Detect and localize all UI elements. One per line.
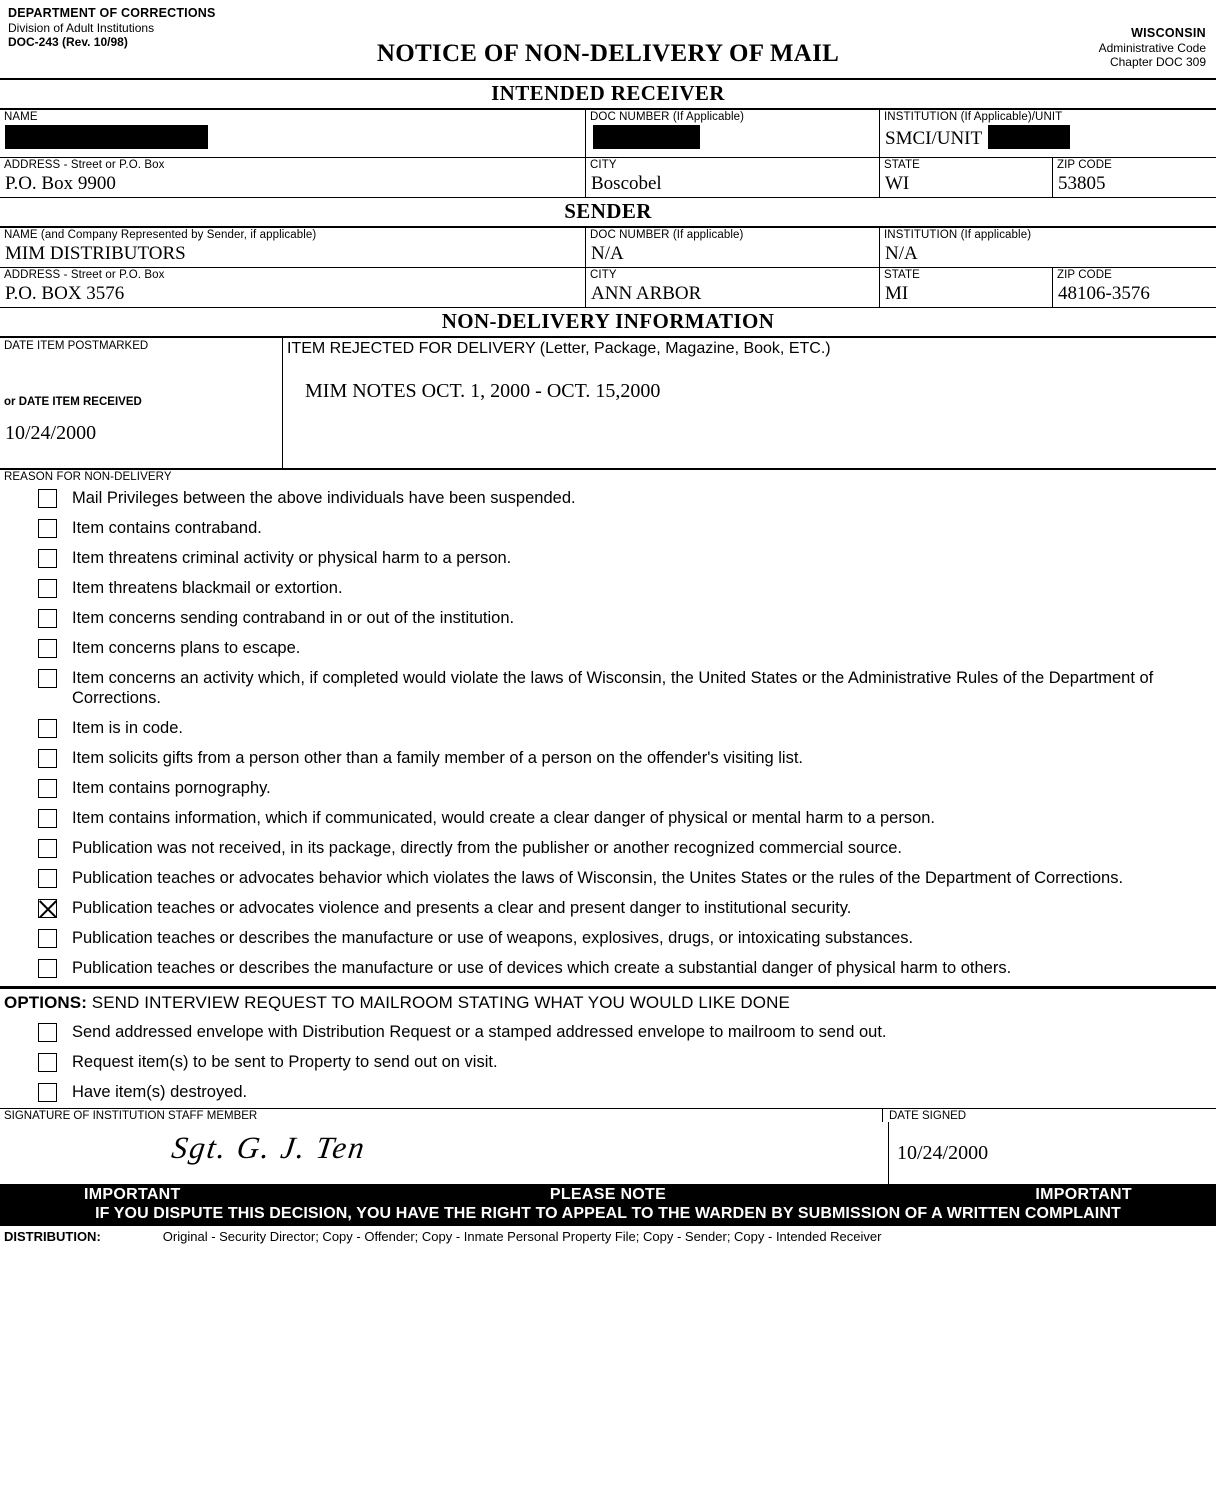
checkbox[interactable] [38, 1083, 57, 1102]
checkbox-checked[interactable] [38, 899, 57, 918]
reason-label: Publication teaches or advocates violence and presents a clear and present danger to institutional security. [72, 899, 852, 917]
sender-doc-value: N/A [591, 243, 624, 264]
division-name: Division of Adult Institutions [8, 20, 155, 35]
sender-state-value: MI [885, 283, 909, 304]
checkbox[interactable] [38, 669, 57, 688]
receiver-state-cell [879, 158, 1052, 197]
reason-item[interactable] [0, 748, 1216, 768]
checkbox[interactable] [38, 1023, 57, 1042]
option-label: Request item(s) to be sent to Property to send out on visit. [72, 1053, 498, 1071]
receiver-state-value: WI [885, 173, 910, 194]
reason-item[interactable] [0, 518, 1216, 538]
receiver-city-value: Boscobel [591, 173, 662, 194]
option-item[interactable] [0, 1052, 1216, 1072]
sender-name-row [0, 228, 1216, 268]
sender-institution-label: INSTITUTION (If applicable) [884, 229, 1032, 241]
sender-name-value: MIM DISTRIBUTORS [5, 243, 186, 264]
sender-state-cell [879, 268, 1052, 307]
rejected-item-value: MIM NOTES OCT. 1, 2000 - OCT. 15,2000 [305, 380, 661, 402]
reason-label: Publication teaches or describes the manufacture or use of devices which create a substantial danger of physical harm to others. [72, 959, 1012, 977]
distribution-label: DISTRIBUTION: [4, 1229, 101, 1244]
receiver-institution-value [880, 124, 1216, 152]
checkbox[interactable] [38, 549, 57, 568]
sender-name-cell [0, 228, 585, 267]
checkbox[interactable] [38, 719, 57, 738]
checkbox[interactable] [38, 929, 57, 948]
signature-caption-row [0, 1108, 1216, 1122]
checkbox[interactable] [38, 749, 57, 768]
reason-item[interactable] [0, 868, 1216, 888]
date-signed-field[interactable] [888, 1122, 1216, 1184]
checkbox[interactable] [38, 779, 57, 798]
checkbox[interactable] [38, 489, 57, 508]
receiver-doc-cell [585, 110, 879, 157]
redaction-bar [988, 125, 1070, 149]
form-number: DOC-243 (Rev. 10/98) [8, 34, 128, 49]
reason-label: Item contains contraband. [72, 519, 262, 537]
reason-list [0, 486, 1216, 986]
checkbox[interactable] [38, 959, 57, 978]
date-signed-label: DATE SIGNED [882, 1109, 1216, 1122]
reason-item[interactable] [0, 778, 1216, 798]
reason-item[interactable] [0, 958, 1216, 978]
receiver-city-label: CITY [590, 159, 617, 171]
reason-label: Item threatens criminal activity or physical harm to a person. [72, 549, 512, 567]
nondelivery-info-row [0, 338, 1216, 470]
checkbox[interactable] [38, 519, 57, 538]
section-banner-nondelivery: NON-DELIVERY INFORMATION [0, 308, 1216, 338]
receiver-name-value [0, 124, 585, 157]
receiver-institution-cell [879, 110, 1216, 157]
receiver-institution-text: SMCI/UNIT [885, 128, 983, 149]
distribution-row [0, 1226, 1216, 1244]
reason-item[interactable] [0, 578, 1216, 598]
receiver-name-row [0, 110, 1216, 158]
reason-label: Item threatens blackmail or extortion. [72, 579, 343, 597]
sender-doc-label: DOC NUMBER (If applicable) [590, 229, 744, 241]
sender-institution-cell [879, 228, 1216, 267]
reason-item[interactable] [0, 668, 1216, 708]
reason-label: Mail Privileges between the above individuals have been suspended. [72, 489, 576, 507]
sender-address-cell [0, 268, 585, 307]
options-heading-bold: OPTIONS: [4, 993, 87, 1012]
receiver-doc-value [586, 124, 879, 157]
reason-item[interactable] [0, 838, 1216, 858]
reason-item[interactable] [0, 928, 1216, 948]
sender-zip-label: ZIP CODE [1057, 269, 1112, 281]
sender-doc-cell [585, 228, 879, 267]
option-label: Have item(s) destroyed. [72, 1083, 248, 1101]
option-item[interactable] [0, 1022, 1216, 1042]
reason-label: Item solicits gifts from a person other than a family member of a person on the offender's visiting list. [72, 749, 804, 767]
reason-item[interactable] [0, 718, 1216, 738]
checkbox[interactable] [38, 1053, 57, 1072]
reason-label: Item contains information, which if communicated, would create a clear danger of physical or mental harm to a person. [72, 809, 936, 827]
reason-label: Publication was not received, in its package, directly from the publisher or another recognized commercial source. [72, 839, 902, 857]
receiver-address-cell [0, 158, 585, 197]
sender-address-row [0, 268, 1216, 308]
reason-label: Item is in code. [72, 719, 183, 737]
reason-item[interactable] [0, 898, 1216, 918]
reason-label: Item contains pornography. [72, 779, 271, 797]
reason-item[interactable] [0, 608, 1216, 628]
receiver-address-value: P.O. Box 9900 [5, 173, 116, 194]
distribution-text: Original - Security Director; Copy - Offender; Copy - Inmate Personal Property File; Copy - Sender; Copy - Intended Receiver [162, 1229, 882, 1244]
sender-address-value: P.O. BOX 3576 [5, 283, 125, 304]
checkbox[interactable] [38, 869, 57, 888]
sender-address-label: ADDRESS - Street or P.O. Box [4, 269, 165, 281]
receiver-zip-label: ZIP CODE [1057, 159, 1112, 171]
important-right: IMPORTANT [1035, 1186, 1132, 1203]
sender-institution-value: N/A [885, 243, 918, 264]
footer-banner-top [0, 1186, 1216, 1204]
receiver-city-cell [585, 158, 879, 197]
received-label: or DATE ITEM RECEIVED [4, 396, 142, 408]
sender-city-label: CITY [590, 269, 617, 281]
option-item[interactable] [0, 1082, 1216, 1102]
checkbox[interactable] [38, 639, 57, 658]
date-signed-value: 10/24/2000 [897, 1142, 989, 1164]
receiver-state-label: STATE [884, 159, 920, 171]
receiver-institution-label: INSTITUTION (If Applicable)/UNIT [884, 111, 1063, 123]
reason-item[interactable] [0, 638, 1216, 658]
admin-code-label: Administrative Code [1098, 41, 1206, 55]
signature-value: Sgt. G. J. Ten [169, 1130, 369, 1165]
receiver-address-label: ADDRESS - Street or P.O. Box [4, 159, 165, 171]
reason-item[interactable] [0, 808, 1216, 828]
redaction-bar [5, 125, 208, 149]
checkbox[interactable] [38, 839, 57, 858]
sender-zip-cell [1052, 268, 1216, 307]
sender-city-value: ANN ARBOR [591, 283, 702, 304]
receiver-zip-cell [1052, 158, 1216, 197]
signature-label: SIGNATURE OF INSTITUTION STAFF MEMBER [4, 1110, 258, 1122]
reason-item[interactable] [0, 548, 1216, 568]
options-heading-rest: SEND INTERVIEW REQUEST TO MAILROOM STATING WHAT YOU WOULD LIKE DONE [86, 993, 790, 1012]
redaction-bar [593, 125, 700, 149]
receiver-zip-value: 53805 [1058, 173, 1106, 194]
options-list [0, 1016, 1216, 1108]
rejected-item-cell [282, 338, 1216, 468]
sender-name-label: NAME (and Company Represented by Sender, if applicable) [4, 229, 317, 241]
reason-label: Item concerns an activity which, if completed would violate the laws of Wisconsin, the United States or the Administrative Rules of the Department of Corrections. [72, 669, 1154, 707]
reason-label: Publication teaches or describes the manufacture or use of weapons, explosives, drugs, or intoxicating substances. [72, 929, 914, 947]
option-label: Send addressed envelope with Distribution Request or a stamped addressed envelope to mailroom to send out. [72, 1023, 887, 1041]
reason-label: Item concerns plans to escape. [72, 639, 301, 657]
rejected-item-label: ITEM REJECTED FOR DELIVERY (Letter, Package, Magazine, Book, ETC.) [287, 340, 831, 357]
postmark-label: DATE ITEM POSTMARKED [4, 340, 149, 352]
sender-zip-value: 48106-3576 [1058, 283, 1150, 304]
date-cell [0, 338, 282, 468]
receiver-name-label: NAME [4, 111, 38, 123]
please-note: PLEASE NOTE [549, 1186, 667, 1203]
appeal-notice: IF YOU DISPUTE THIS DECISION, YOU HAVE THE RIGHT TO APPEAL TO THE WARDEN BY SUBMISSION OF A WRITTEN COMPLAINT [95, 1205, 1121, 1222]
reason-label: Publication teaches or advocates behavior which violates the laws of Wisconsin, the Unites States or the rules of the Department of Corrections. [72, 869, 1124, 887]
receiver-address-row [0, 158, 1216, 198]
checkbox[interactable] [38, 809, 57, 828]
section-banner-sender: SENDER [0, 198, 1216, 228]
state-name: WISCONSIN [1131, 26, 1206, 40]
admin-code-chapter: Chapter DOC 309 [1109, 55, 1206, 70]
checkbox[interactable] [38, 609, 57, 628]
receiver-doc-label: DOC NUMBER (If Applicable) [590, 111, 745, 123]
options-heading [0, 986, 1216, 1016]
reason-heading: REASON FOR NON-DELIVERY [4, 471, 172, 483]
reason-item[interactable] [0, 488, 1216, 508]
receiver-name-cell [0, 110, 585, 157]
checkbox[interactable] [38, 579, 57, 598]
page-title: NOTICE OF NON-DELIVERY OF MAIL [376, 40, 840, 67]
reason-label: Item concerns sending contraband in or out of the institution. [72, 609, 515, 627]
signature-field[interactable] [0, 1122, 888, 1184]
date-received-value: 10/24/2000 [5, 422, 97, 444]
sender-state-label: STATE [884, 269, 920, 281]
signature-body-row [0, 1122, 1216, 1184]
form-header [0, 0, 1216, 78]
section-banner-receiver: INTENDED RECEIVER [0, 78, 1216, 110]
department-name: DEPARTMENT OF CORRECTIONS [8, 6, 216, 20]
footer-banner [0, 1184, 1216, 1226]
important-left: IMPORTANT [84, 1186, 181, 1203]
sender-city-cell [585, 268, 879, 307]
